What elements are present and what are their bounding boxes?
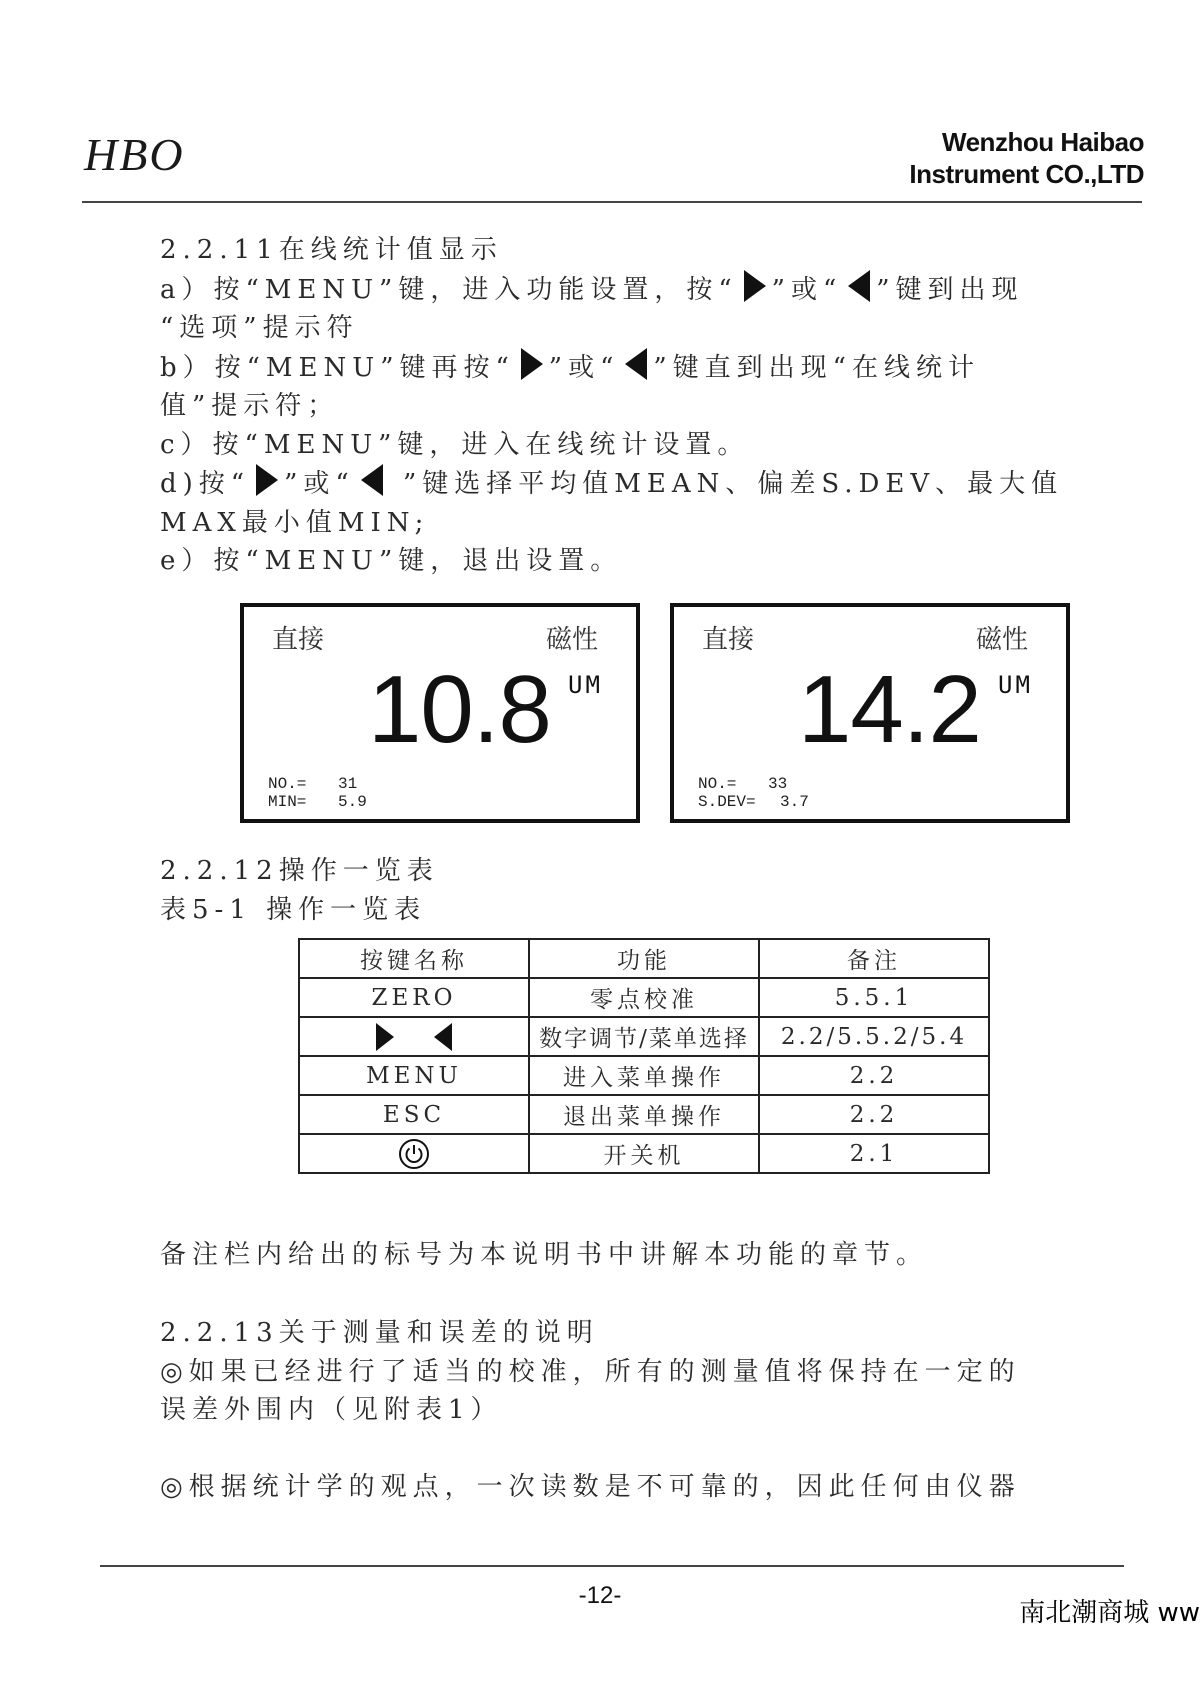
table-cell: 退出菜单操作 [529,1095,759,1134]
note-text: 备注栏内给出的标号为本说明书中讲解本功能的章节。 [160,1240,929,1270]
table-cell: ZERO [299,978,529,1017]
triangle-left-icon [434,1023,452,1051]
mode-magnetic-label: 磁性 [975,625,1028,655]
table-cell: 开关机 [529,1134,759,1173]
unit-label: UM [568,671,603,699]
table-row [299,1134,989,1173]
stat-min: MIN= 5.9 [268,793,367,811]
triangle-left-icon [848,270,870,302]
step-b: b）按“MENU”键再按“ ”或“ ”键直到出现“在线统计 [160,348,1120,388]
step-a-cont: “选项”提示符 [160,313,359,343]
table-row [299,1095,989,1134]
triangle-right-icon [744,270,766,302]
header-divider [82,201,1142,203]
company-logo: HBO [84,129,185,180]
triangle-right-icon [376,1023,394,1051]
section-title: 2.2.12操作一览表 [160,856,439,886]
paragraph-2-line-1: ◎根据统计学的观点，一次读数是不可靠的，因此任何由仪器 [160,1472,1021,1502]
table-cell: 2.1 [759,1134,989,1173]
table-row [299,1056,989,1095]
table-cell: ESC [299,1095,529,1134]
mode-direct-label: 直接 [272,625,325,655]
reading-value: 10.8 [368,656,551,763]
triangle-left-icon [625,348,647,380]
table-header-cell: 备注 [759,939,989,978]
lcd-display-sdev [670,603,1070,823]
paragraph-1-line-2: 误差外围内（见附表1） [160,1395,503,1425]
step-a: a）按“MENU”键，进入功能设置，按“ ”或“ ”键到出现 [160,270,1120,310]
stat-count: NO.= 31 [268,775,358,793]
table-cell: MENU [299,1056,529,1095]
section-2-2-12 [160,852,1120,929]
unit-label: UM [998,671,1033,699]
table-header-cell: 功能 [529,939,759,978]
power-icon [398,1138,430,1170]
section-2-2-13 [160,1314,1120,1430]
paragraph-1-line-1: ◎如果已经进行了适当的校准，所有的测量值将保持在一定的 [160,1356,1021,1387]
stat-sdev: S.DEV= 3.7 [698,793,809,811]
table-row [299,1017,989,1056]
table-cell-power-key [299,1134,529,1173]
page-number: -12- [578,1582,622,1609]
section-2-2-13-p2 [160,1468,1120,1507]
table-cell: 2.2/5.5.2/5.4 [759,1017,989,1056]
triangle-right-icon [521,348,543,380]
triangle-left-icon [361,464,383,496]
lcd-display-min [240,603,640,823]
section-2-2-11 [160,231,1120,581]
table-cell: 2.2 [759,1095,989,1134]
section-title: 2.2.13关于测量和误差的说明 [160,1318,599,1348]
company-name-line1: Wenzhou Haibao [942,127,1144,157]
mode-magnetic-label: 磁性 [545,625,598,655]
table-cell: 零点校准 [529,978,759,1017]
step-c: c）按“MENU”键，进入在线统计设置。 [160,429,750,460]
mode-direct-label: 直接 [702,625,755,655]
table-cell: 进入菜单操作 [529,1056,759,1095]
step-d-cont: MAX最小值MIN; [160,507,430,538]
step-b-cont: 值”提示符； [160,391,340,421]
stat-count: NO.= 33 [698,775,788,793]
footer-divider [100,1565,1124,1567]
table-cell: 5.5.1 [759,978,989,1017]
table-header-row [299,939,989,978]
table-caption: 表5-1 操作一览表 [160,894,427,925]
step-e: e）按“MENU”键，退出设置。 [160,546,623,576]
triangle-right-icon [256,464,278,496]
section-title: 2.2.11在线统计值显示 [160,235,503,265]
company-name-line2: Instrument CO.,LTD [909,159,1144,189]
operations-table [298,938,990,1174]
site-watermark-text: 南北潮商城 ww [1019,1598,1200,1628]
table-header-cell: 按键名称 [299,939,529,978]
company-name [909,126,1144,190]
table-cell: 2.2 [759,1056,989,1095]
table-cell-arrow-keys [299,1017,529,1056]
step-d: d)按“ ”或“ ”键选择平均值MEAN、偏差S.DEV、最大值 [160,464,1120,504]
table-note [160,1236,1120,1275]
table-row [299,978,989,1017]
table-cell: 数字调节/菜单选择 [529,1017,759,1056]
reading-value: 14.2 [798,656,981,763]
